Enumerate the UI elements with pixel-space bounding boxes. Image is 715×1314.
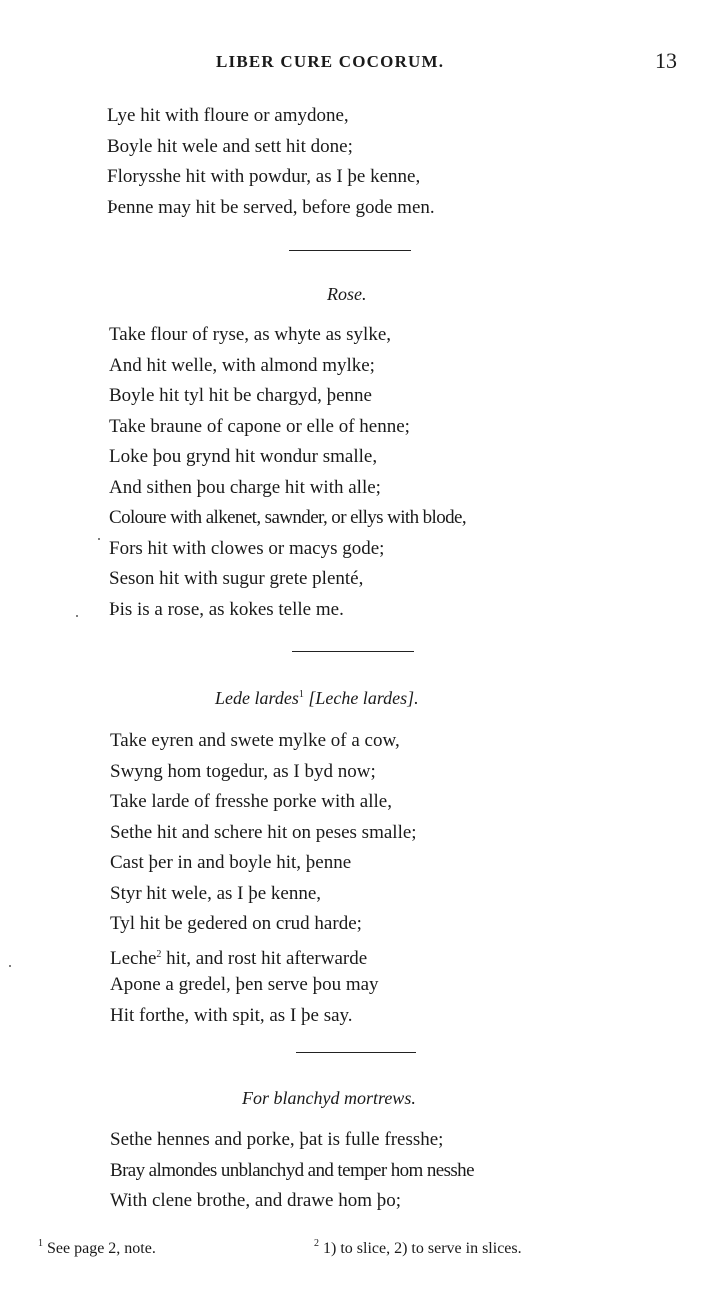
section-divider bbox=[296, 1052, 416, 1053]
running-title: LIBER CURE COCORUM. bbox=[216, 52, 445, 71]
verse-line: Bray almondes unblanchyd and temper hom nesshe bbox=[110, 1159, 474, 1181]
verse-line: Þenne may hit be served, before gode men. bbox=[107, 196, 435, 218]
verse-line: Take larde of fresshe porke with alle, bbox=[110, 791, 392, 812]
page-number: 13 bbox=[655, 48, 677, 73]
scan-speck bbox=[76, 615, 78, 617]
verse-line: Tyl hit be gedered on crud harde; bbox=[110, 913, 362, 934]
verse-line: Take eyren and swete mylke of a cow, bbox=[110, 730, 400, 751]
scan-speck bbox=[98, 538, 100, 540]
verse-line: Seson hit with sugur grete plenté, bbox=[109, 568, 364, 589]
recipe-title-text: Lede lardes bbox=[215, 688, 299, 708]
running-head bbox=[0, 48, 715, 76]
verse-line: Apone a gredel, þen serve þou may bbox=[110, 974, 379, 995]
verse-line bbox=[110, 940, 417, 971]
verse-line-start: Leche bbox=[110, 947, 157, 969]
verse-line: And hit welle, with almond mylke; bbox=[109, 354, 375, 376]
verse-line: Hit forthe, with spit, as I þe say. bbox=[110, 1004, 353, 1026]
verse-line: Swyng hom togedur, as I byd now; bbox=[110, 760, 376, 782]
verse-line-rest: hit, and rost hit afterwarde bbox=[161, 947, 368, 969]
footnote-1 bbox=[38, 1238, 156, 1258]
recipe-title-alt: [Leche lardes]. bbox=[308, 688, 419, 708]
recipe-stanza-blanchyd-mortrews bbox=[110, 1125, 474, 1217]
verse-line: Þis is a rose, as kokes telle me. bbox=[109, 598, 344, 620]
verse-line: Loke þou grynd hit wondur smalle, bbox=[109, 446, 378, 467]
recipe-title-rose: Rose. bbox=[327, 284, 367, 304]
footnotes bbox=[38, 1238, 678, 1262]
verse-line: Coloure with alkenet, sawnder, or ellys with blode, bbox=[109, 507, 466, 528]
section-divider bbox=[292, 651, 414, 652]
verse-line: Take braune of capone or elle of henne; bbox=[109, 415, 410, 437]
scan-speck bbox=[9, 965, 11, 967]
recipe-stanza-lede-lardes bbox=[110, 726, 417, 1031]
verse-line: Florysshe hit with powdur, as I þe kenne, bbox=[107, 166, 421, 187]
recipe-stanza-rose bbox=[109, 320, 466, 625]
verse-line: With clene brothe, and drawe hom þo; bbox=[110, 1190, 402, 1211]
footnote-mark: 1 bbox=[38, 1238, 43, 1249]
footnote-text: See page 2, note. bbox=[43, 1240, 156, 1257]
footnote-ref: 1 bbox=[298, 689, 304, 700]
verse-line: Boyle hit tyl hit be chargyd, þenne bbox=[109, 385, 372, 406]
verse-line: Fors hit with clowes or macys gode; bbox=[109, 537, 385, 559]
verse-line: Styr hit wele, as I þe kenne, bbox=[110, 882, 322, 904]
section-divider bbox=[289, 250, 411, 251]
recipe-title-blanchyd-mortrews: For blanchyd mortrews. bbox=[242, 1088, 416, 1108]
footnote-ref: 2 bbox=[156, 948, 162, 960]
verse-line: Lye hit with floure or amydone, bbox=[107, 105, 349, 126]
footnote-mark: 2 bbox=[314, 1238, 319, 1249]
verse-line: Cast þer in and boyle hit, þenne bbox=[110, 852, 352, 873]
verse-line: Sethe hit and schere hit on peses smalle; bbox=[110, 821, 417, 843]
continuation-stanza bbox=[107, 101, 435, 223]
verse-line: And sithen þou charge hit with alle; bbox=[109, 476, 381, 498]
verse-line: Sethe hennes and porke, þat is fulle fresshe; bbox=[110, 1129, 444, 1150]
verse-line: Take flour of ryse, as whyte as sylke, bbox=[109, 324, 392, 345]
recipe-title-lede-lardes bbox=[215, 688, 419, 709]
verse-line: Boyle hit wele and sett hit done; bbox=[107, 135, 353, 157]
footnote-2 bbox=[314, 1238, 522, 1258]
footnote-text: 1) to slice, 2) to serve in slices. bbox=[319, 1240, 522, 1257]
